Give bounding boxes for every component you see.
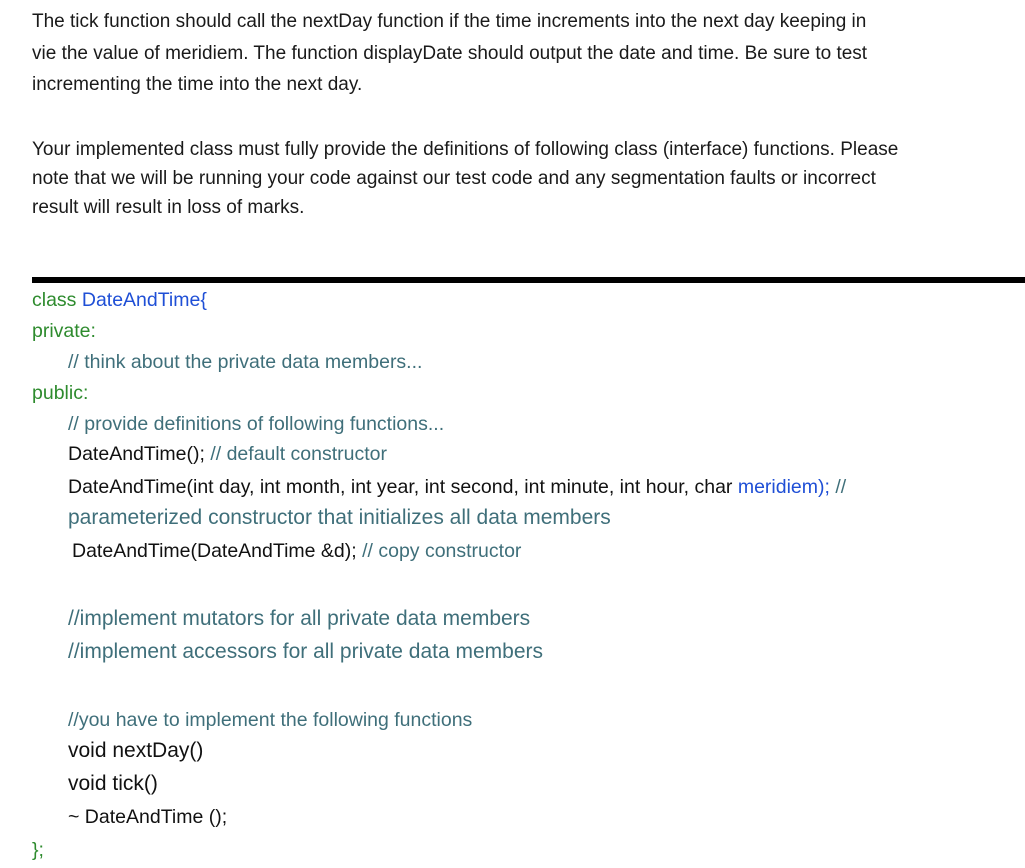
private-comment: // think about the private data members... xyxy=(68,351,423,373)
default-constructor: DateAndTime(); xyxy=(68,443,205,465)
param-constructor-comment: parameterized constructor that initializes all data members xyxy=(68,506,611,529)
public-label: public: xyxy=(32,382,89,404)
tick-declaration: void tick() xyxy=(68,772,158,795)
next-day-declaration: void nextDay() xyxy=(68,739,204,762)
param-constructor: DateAndTime(int day, int month, int year, int second, int minute, int hour, char xyxy=(68,476,733,498)
copy-constructor-line xyxy=(72,539,521,563)
paragraph-line: note that we will be running your code against our test code and any segmentation faults or incorrect xyxy=(32,168,876,189)
public-comment: // provide definitions of following functions... xyxy=(68,413,445,435)
class-header-line xyxy=(32,288,207,312)
paragraph-line: vie the value of meridiem. The function displayDate should output the date and time. Be sure to test xyxy=(32,42,868,64)
paragraph-line: incrementing the time into the next day. xyxy=(32,74,363,95)
copy-constructor-comment: // copy constructor xyxy=(362,540,522,562)
copy-constructor: DateAndTime(DateAndTime &d); xyxy=(72,540,357,562)
paragraph-line: Your implemented class must fully provide the definitions of following class (interface) functions. Please xyxy=(32,139,899,160)
default-constructor-comment: // default constructor xyxy=(210,443,387,465)
param-constructor-line xyxy=(68,475,846,499)
class-keyword: class xyxy=(32,289,77,311)
param-constructor-comment-start: // xyxy=(835,476,847,498)
mutators-comment: //implement mutators for all private data members xyxy=(68,607,531,630)
class-closing-brace: }; xyxy=(32,839,44,861)
destructor-declaration: ~ DateAndTime (); xyxy=(68,806,228,828)
param-constructor-meridiem: meridiem); xyxy=(737,476,830,498)
implement-comment: //you have to implement the following functions xyxy=(68,709,473,731)
accessors-comment: //implement accessors for all private data members xyxy=(68,640,544,663)
paragraph-line: The tick function should call the nextDay function if the time increments into the next day keeping in xyxy=(32,11,867,32)
private-label: private: xyxy=(32,320,96,342)
default-constructor-line xyxy=(68,442,387,466)
class-name: DateAndTime{ xyxy=(81,289,207,311)
paragraph-line: result will result in loss of marks. xyxy=(32,197,305,218)
